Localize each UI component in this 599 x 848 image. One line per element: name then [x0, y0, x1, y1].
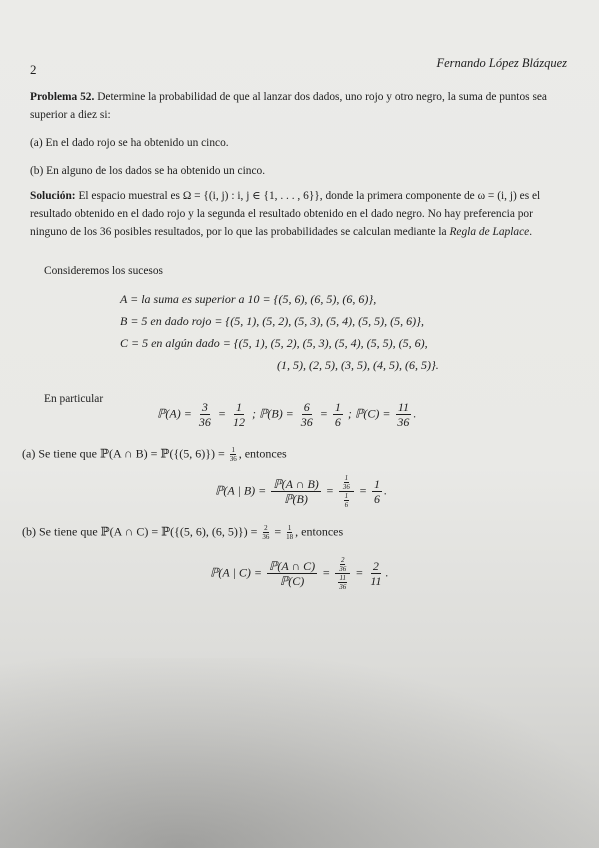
problem-label: Problema 52.	[30, 91, 95, 103]
part-b-nested-fraction: $\frac{\frac{2}{36}}{\frac{11}{36}}$	[335, 556, 350, 591]
event-b: B = 5 en dado rojo = {(5, 1), (5, 2), (5, 3), (5, 4), (5, 5), (5, 6)},	[120, 314, 424, 328]
prob-c-fraction: $\frac{11}{36}$	[397, 400, 410, 429]
problem-text: Determine la probabilidad de que al lanzar dos dados, uno rojo y otro negro, la suma de puntos sea superior a diez si:	[30, 91, 547, 121]
solution-paragraph	[30, 187, 570, 241]
solution-text-end: .	[529, 226, 533, 238]
part-b-intro-fraction1: $\frac{2}{36}$	[262, 524, 270, 541]
solution-text: El espacio muestral es Ω = {(i, j) : i, j ∈ {1, . . . , 6}}, donde la primera componente de ω = (i, j) es el resultado obtenido en el dado rojo y la segunda el resultado obtenido en el dado negro. No hay preferencia por ninguno de los 36 posibles resultados, por lo que las probabilidades se calculan mediante la	[30, 190, 541, 238]
en-particular: En particular	[44, 393, 104, 405]
prob-b-fraction: $\frac{6}{36}$	[300, 400, 313, 429]
event-c-line2: (1, 5), (2, 5), (3, 5), (4, 5), (6, 5)}.	[277, 358, 439, 372]
author-header: Fernando López Blázquez	[436, 56, 567, 70]
problem-part-a: (a) En el dado rojo se ha obtenido un cinco.	[30, 137, 229, 149]
part-a-result: $\frac{1}{6}$	[373, 477, 380, 506]
prob-b-label: ; ℙ(B) =	[251, 406, 294, 421]
probabilities-line: ℙ(A) = $\frac{3}{36}$ = $\frac{1}{12}$ ; ℙ(B) = $\frac{6}{36}$ = $\frac{1}{6}$ ; ℙ(C) = $\frac{11}{36}$ .	[157, 400, 417, 429]
part-b-result: $\frac{2}{11}$	[370, 559, 382, 588]
solution-label: Solución:	[30, 190, 76, 202]
problem-statement	[30, 88, 570, 124]
event-c-line1: C = 5 en algún dado = {(5, 1), (5, 2), (5, 3), (5, 4), (5, 5), (5, 6),	[120, 336, 428, 350]
photo-shadow	[0, 658, 599, 848]
part-a-intro-fraction: $\frac{1}{36}$	[229, 446, 237, 463]
prob-a-label: ℙ(A) =	[157, 406, 192, 421]
part-a-main-fraction: $\frac{\text{ℙ(A ∩ B)}}{\text{ℙ(B)}}$	[273, 477, 319, 506]
prob-b-fraction-simplified: $\frac{1}{6}$	[334, 400, 341, 429]
prob-a-fraction: $\frac{3}{36}$	[198, 400, 211, 429]
part-a-equation: ℙ(A | B) = $\frac{\text{ℙ(A ∩ B)}}{\text{ℙ(B)}}$ = $\frac{\frac{1}{36}}{\frac{1}{6}}$ = $\frac{1}{6}$ .	[215, 474, 387, 509]
page-number: 2	[30, 62, 37, 77]
part-a-intro: (a) Se tiene que ℙ(A ∩ B) = ℙ({(5, 6)}) = $\frac{1}{36}$ , entonces	[22, 446, 287, 463]
event-a: A = la suma es superior a 10 = {(5, 6), (6, 5), (6, 6)},	[120, 292, 377, 306]
consider-events: Consideremos los sucesos	[44, 265, 163, 277]
problem-part-b: (b) En alguno de los dados se ha obtenido un cinco.	[30, 165, 266, 177]
part-b-equation: ℙ(A | C) = $\frac{\text{ℙ(A ∩ C)}}{\text{ℙ(C)}}$ = $\frac{\frac{2}{36}}{\frac{11}{36}}$ = $\frac{2}{11}$ .	[210, 556, 389, 591]
prob-c-label: ; ℙ(C) =	[347, 406, 391, 421]
laplace-rule: Regla de Laplace	[449, 226, 530, 238]
part-b-intro: (b) Se tiene que ℙ(A ∩ C) = ℙ({(5, 6), (6, 5)}) = $\frac{2}{36}$ = $\frac{1}{18}$ , entonces	[22, 524, 344, 541]
part-a-nested-fraction: $\frac{\frac{1}{36}}{\frac{1}{6}}$	[339, 474, 354, 509]
part-b-intro-fraction2: $\frac{1}{18}$	[286, 524, 294, 541]
prob-a-fraction-simplified: $\frac{1}{12}$	[232, 400, 245, 429]
part-b-main-fraction: $\frac{\text{ℙ(A ∩ C)}}{\text{ℙ(C)}}$	[268, 559, 316, 588]
